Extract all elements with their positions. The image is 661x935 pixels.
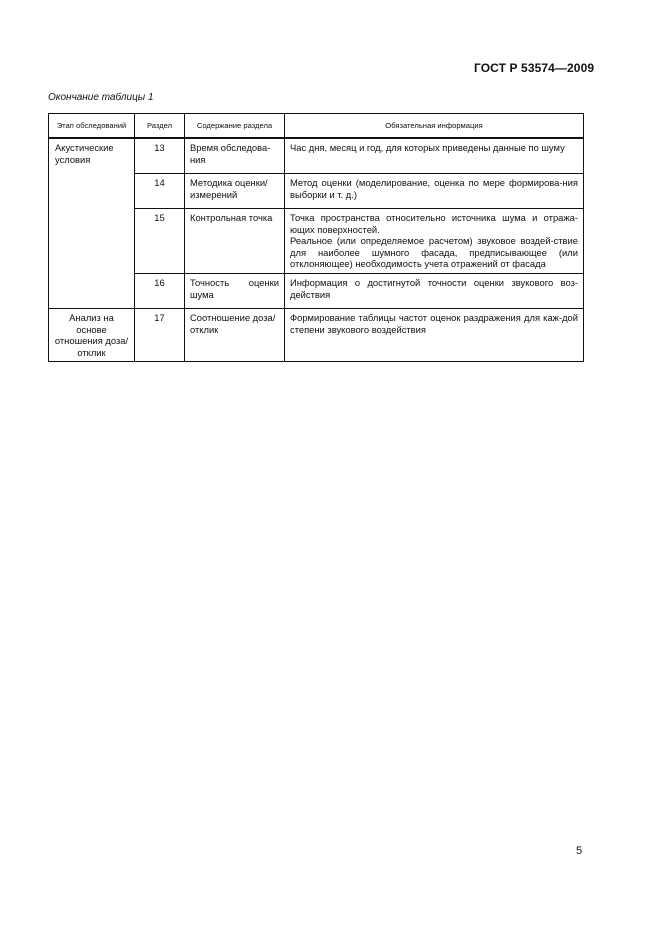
column-header-content: Содержание раздела xyxy=(185,114,285,139)
column-header-section: Раздел xyxy=(135,114,185,139)
section-number: 17 xyxy=(135,309,185,362)
stage-cell: Анализ на основе отношения доза/отклик xyxy=(49,309,135,362)
section-number: 13 xyxy=(135,138,185,174)
required-info xyxy=(285,209,584,274)
table-row xyxy=(49,309,584,362)
required-info: Информация о достигнутой точности оценки звукового воз-действия xyxy=(285,274,584,309)
required-info: Час дня, месяц и год, для которых приведены данные по шуму xyxy=(285,138,584,174)
required-info: Метод оценки (моделирование, оценка по мере формирова-ния выборки и т. д.) xyxy=(285,174,584,209)
section-content-word: шума xyxy=(190,288,214,300)
column-header-stage: Этап обследований xyxy=(49,114,135,139)
section-content: Соотношение доза/ отклик xyxy=(185,309,285,362)
section-content: Контрольная точка xyxy=(185,209,285,274)
document-id: ГОСТ Р 53574—2009 xyxy=(474,61,595,75)
section-content: Время обследова-ния xyxy=(185,138,285,174)
section-number: 16 xyxy=(135,274,185,309)
section-content-word: оценки xyxy=(248,277,279,288)
required-info-line: Реальное (или определяемое расчетом) звуковое воздей-ствие для наиболее шумного фасада, предписывающее (или отклоняющее) необходимость учета отражений от фасада xyxy=(290,235,578,269)
table-row xyxy=(49,138,584,174)
section-content xyxy=(185,274,285,309)
section-content-word: Точность xyxy=(190,277,230,288)
table-caption: Окончание таблицы 1 xyxy=(48,92,154,103)
stage-cell: Акустические условия xyxy=(49,138,135,309)
required-info-line: Точка пространства относительно источника шума и отража-ющих поверхностей. xyxy=(290,212,578,235)
survey-table xyxy=(48,113,584,362)
table-header-row xyxy=(49,114,584,139)
section-number: 15 xyxy=(135,209,185,274)
column-header-info: Обязательная информация xyxy=(285,114,584,139)
required-info: Формирование таблицы частот оценок раздражения для каж-дой степени звукового воздействия xyxy=(285,309,584,362)
section-number: 14 xyxy=(135,174,185,209)
section-content: Методика оценки/ измерений xyxy=(185,174,285,209)
page-number: 5 xyxy=(576,845,583,857)
